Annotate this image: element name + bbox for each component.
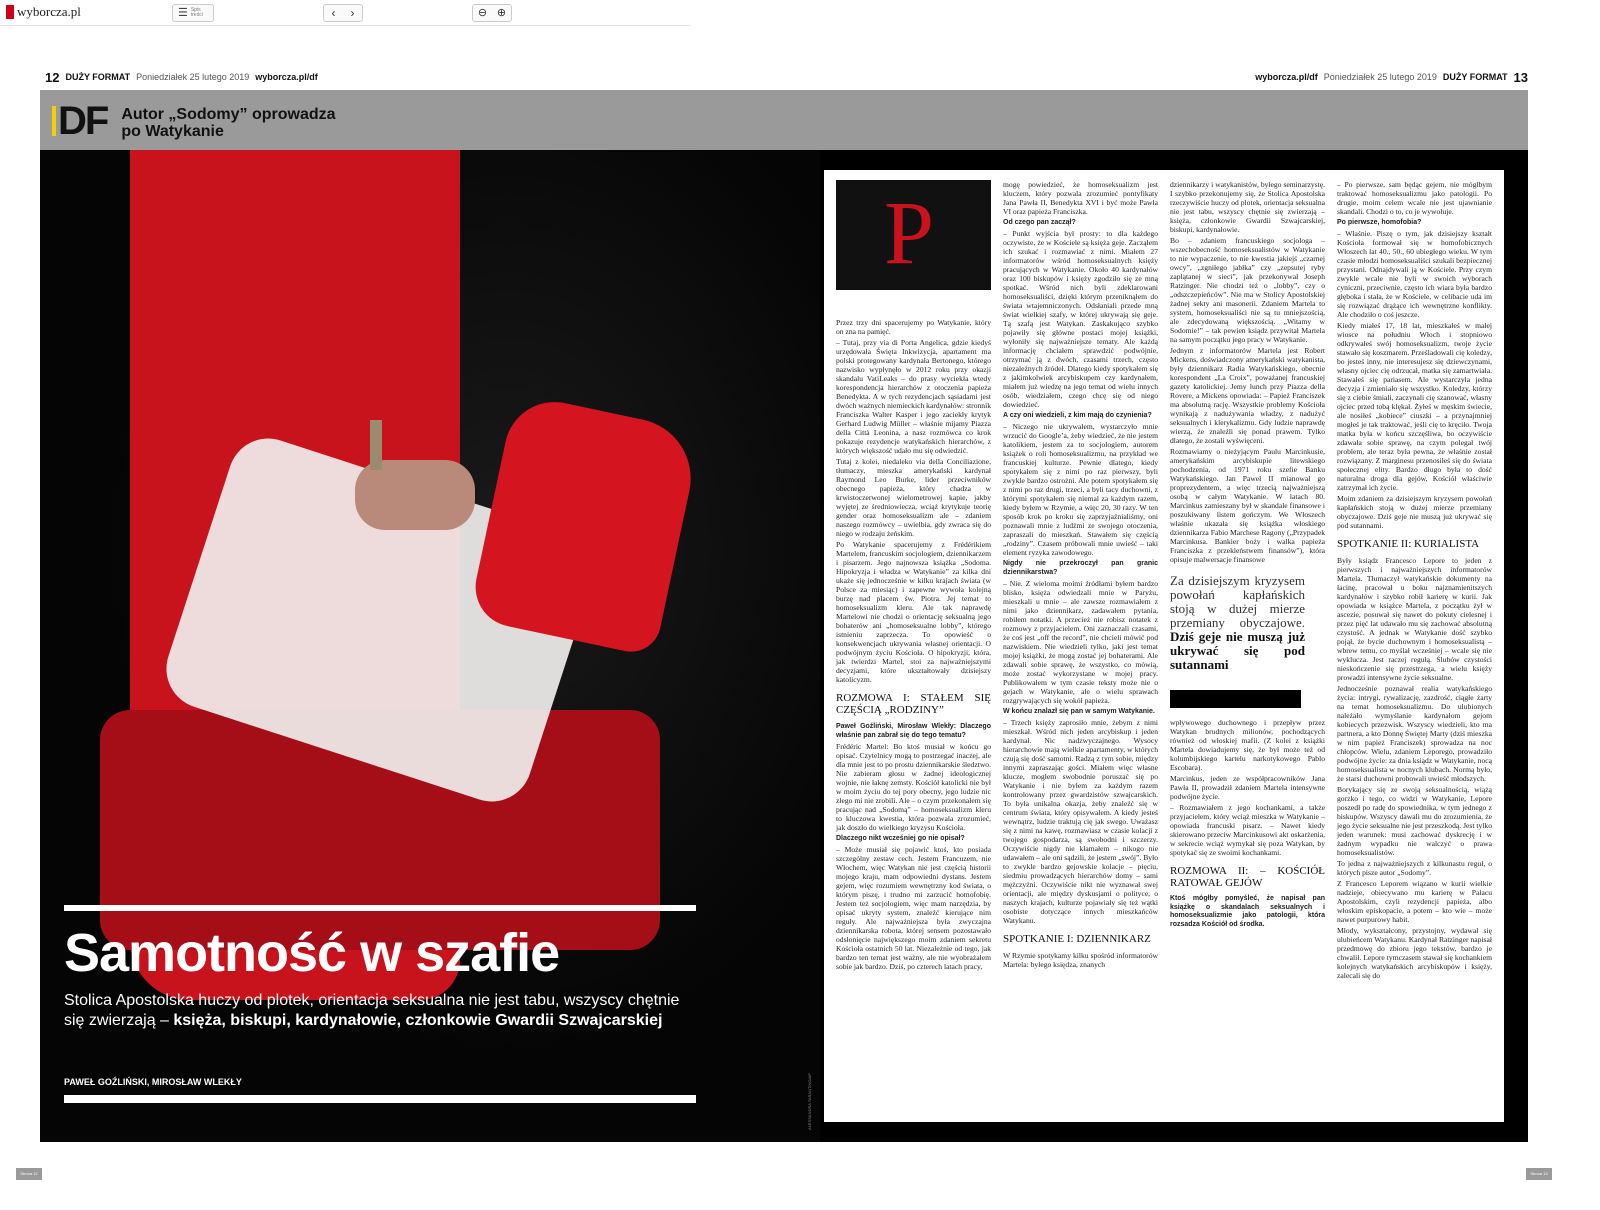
pull-quote-bold: Dziś geje nie muszą już ukrywać się pod sutannami — [1170, 629, 1305, 672]
toc-label: Spis treści — [190, 7, 203, 18]
interview-question: Dlaczego nikt wcześniej go nie opisał? — [836, 835, 965, 842]
photo-credit: ALESSANDRA TARANTINO/AP — [807, 1073, 812, 1130]
logo-text: wyborcza.pl — [17, 4, 81, 19]
section-url: wyborcza.pl/df — [1255, 72, 1318, 82]
paragraph: Marcinkus, jeden ze współpracowników Jana Pawła II, prowadził zdaniem Martela intensywne podwójne życie. — [1170, 774, 1325, 801]
article-kicker: Autor „Sodomy” oprowadza po Watykanie — [121, 106, 336, 140]
zoom-controls — [472, 4, 512, 22]
paragraph: – Po pierwsze, sam będąc gejem, nie mógłbym traktować homoseksualizmu jako patologii. Po drugie, moim celem wcale nie jest ujawnianie skandali. Chodzi o to, co je wywołuje. — [1337, 180, 1492, 216]
section-name: DUŻY FORMAT — [1442, 72, 1508, 82]
wyborcza-logo[interactable] — [6, 4, 81, 20]
paragraph: Frédéric Martel: Bo ktoś musiał w końcu go opisać. Czytelnicy mogą to postrzegać inaczej, ale dla mnie jest to po prostu dziennikarskie śledztwo. Nie zabieram głosu w żadnej ideologicznej wojnie, nie łaknę zemsty. Kościół katolicki nie był w moim życiu do tej pory obecny, jego ludzie nic złego mi nie zrobili. Ale – o czym przekonałem się pracując nad „Sodomą” – homoseksualizm kleru to kluczowa kwestia, która pozwala zrozumieć, jak doszło do wielkiego kryzysu Kościoła. — [836, 742, 991, 832]
left-page-thumbnail[interactable]: Strona 12 — [16, 1168, 42, 1180]
article-headline: Samotność w szafie — [64, 923, 560, 983]
lead-text: Stolica Apostolska huczy od plotek, orientacja seksualna nie jest tabu, wszyscy chętnie się zwierzają – — [64, 992, 680, 1029]
article-byline: PAWEŁ GOŹLIŃSKI, MIROSŁAW WLEKŁY — [64, 1077, 242, 1087]
interview-question: A czy oni wiedzieli, z kim mają do czynienia? — [1003, 412, 1152, 419]
df-logo: DF — [52, 102, 107, 140]
headline-block — [64, 905, 696, 1103]
dropcap-box — [836, 180, 991, 290]
section-heading: SPOTKANIE I: DZIENNIKARZ — [1003, 933, 1151, 945]
previous-page-button[interactable]: ‹ — [331, 6, 336, 20]
paragraph: – Niczego nie ukrywałem, wystarczyło mnie wrzucić do Google’a, żeby wiedzieć, że nie jestem katolikiem, jestem za to socjologiem, autorem książek o roli homoseksualizmu, na przykład we francuskiej kulturze. Pewnie dlatego, kiedy spotykałem się z nimi po raz pierwszy, byli zwykle bardzo ostrożni. Ale potem spotykałem się z nimi po raz drugi, trzeci, a byli tacy duchowni, z którymi spotykałem się niemal za każdym razem, kiedy byłem w Rzymie, a więc 20, 30 razy. W ten sposób krok po kroku się zaprzyjaźnialiśmy, oni poznawali mnie z ludźmi ze swojego otoczenia, zapraszali do mieszkań. Stawałem się częścią „rodziny”. Czasem próbowali mnie uwieść – taki element ryzyka zawodowego. — [1003, 422, 1158, 557]
issue-date: Poniedziałek 25 lutego 2019 — [1323, 72, 1437, 82]
paragraph: Z Francesco Leporem wiązano w kurii wielkie nadzieje, obiecywano mu karierę w Pałacu Apostolskim, czyli rezydencji papieża, albo włoskim episkopacie, a potem – kto wie – może nawet purpurowy habit. — [1337, 879, 1492, 924]
pull-quote-bar — [1170, 690, 1301, 708]
section-heading: ROZMOWA II: – KOŚCIÓŁ RATOWAŁ GEJÓW — [1170, 865, 1325, 889]
lead-bold-text: księża, biskupi, kardynałowie, członkowie Gwardii Szwajcarskiej — [173, 1012, 663, 1029]
page-navigation — [323, 4, 363, 22]
interview-question: Paweł Goźliński, Mirosław Wlekły: Dlaczego właśnie pan zabrał się do tego tematu? — [836, 723, 991, 739]
paragraph: Młody, wykształcony, przystojny, wydawał się ulubieńcem Watykanu. Kardynał Ratzinger napisał przedmowę do zbioru jego tekstów, bardzo je chwalił. Lepore tymczasem stawał się kochankiem kolejnych watykańskich arcybiskupów i księży, zalecali się do — [1337, 926, 1492, 980]
interview-question: Ktoś mógłby pomyśleć, że napisał pan książkę o skandalach seksualnych i homoseksualizmie jako patologii, która rozsadza Kościół od środka. — [1170, 895, 1325, 928]
zoom-in-button[interactable]: ⊕ — [496, 7, 507, 19]
bottom-rule — [64, 1095, 696, 1103]
pectoral-cross — [370, 420, 382, 470]
paragraph: Po Watykanie spacerujemy z Frédérikiem Martelem, francuskim socjologiem, dziennikarzem i pisarzem. Jego najnowsza książka „Sodoma. Hipokryzja i władza w Watykanie” za kilka dni ukaże się jednocześnie w kilku krajach świata (w Polsce za miesiąc) i zapewne wywoła kolejną burzę nad placem św. Piotra. Jej temat to homoseksualizm kleru. Ale tak naprawdę Martelowi nie chodzi o orientację seksualną jego bohaterów ani „homoseksualne lobby”, którego istnieniu zaprzecza. To opowieść o konsekwencjach ukrywania własnej orientacji. O podwójnym życiu Kościoła. O hipokryzji, która, jak twierdzi Martel, stoi za najważniejszymi decyzjami, które ukształtowały dzisiejszy katolicyzm. — [836, 540, 991, 684]
zoom-out-button[interactable]: ⊖ — [477, 7, 488, 19]
paragraph: – Właśnie. Piszę o tym, jak dzisiejszy kształt Kościoła formował się w homofobicznych Włoszech lat 40., 50., 60 ubiegłego wieku. W tym czasie młodzi homoseksualiści szukali bezpiecznej przystani. Odnajdywali ją w Kościele. Przy czym zwykle wcale nie byli w swoich wyborach cyniczni, przeciwnie, często ich wiara była bardzo głęboka i stała, że w Kościele, w celibacie uda im się rozwiązać drążące ich wewnętrzne konflikty. Ale chodziło o coś jeszcze. — [1337, 229, 1492, 319]
section-name: DUŻY FORMAT — [65, 72, 131, 82]
text-column-1 — [836, 180, 991, 973]
pull-quote — [1170, 574, 1305, 672]
paragraph: To jedna z najważniejszych z kilkunastu reguł, o których pisze autor „Sodomy”. — [1337, 859, 1492, 877]
paragraph: mogę powiedzieć, że homoseksualizm jest kluczem, który pozwala zrozumieć pontyfikaty Jana Pawła II, Benedykta XVI i być może Pawła VI oraz papieża Franciszka. — [1003, 180, 1158, 216]
page-number: 13 — [1513, 69, 1528, 85]
issue-date: Poniedziałek 25 lutego 2019 — [136, 72, 250, 82]
biretta-hat — [468, 393, 702, 657]
paragraph: Moim zdaniem za dzisiejszym kryzysem powołań kapłańskich stoją w dużej mierze przemiany obyczajowe. Dziś geje nie muszą już ukrywać się pod sutannami. — [1337, 494, 1492, 530]
paragraph: – Może musiał się pojawić ktoś, kto posiada szczególny zestaw cech. Jestem Francuzem, nie Włochem, więc Watykan nie jest częścią historii mojego kraju, mam odpowiedni dystans. Jestem gejem, więc rozumiem wewnętrzny kod świata, o którym piszę, i trudno mi zarzucić homofobię. Jestem też socjologiem, więc mam narzędzia, by opisać ukryty system, znaleźć kierujące nim reguły. Ale najważniejsza była zwyczajna dziennikarska robota, której sensem pozostawało odsłonięcie największego moim zdaniem sekretu Kościoła ostatnich 50 lat. Niezależnie od tego, jak bardzo ten temat jest ważny, ale nie wyobrażałem sobie jak bardzo. Dziś, po czterech latach pracy, — [836, 845, 991, 971]
paragraph: – Punkt wyjścia był prosty: to dla każdego oczywiste, że w Kościele są księża geje. Zacząłem ich szukać i rozmawiać z nimi. Miałem 27 informatorów wśród homoseksualnych księży pracujących w Watykanie. Około 40 kardynałów oraz 100 biskupów i księży zgodziło się ze mną spotkać. Wśród nich byli zdeklarowani homoseksualiści, dzięki którym przeniknąłem do świata wtajemniczonych. Odsłaniali przede mną świat wielkiej szafy, w której ukrywają się geje. Tą szafą jest Watykan. Zaskakująco szybko pojawiły się główne postaci mojej książki, wyłoniły się najważniejsze tematy. Ale każdą informację chciałem sprawdzić podwójnie, otrzymać ją z dwóch, czasami trzech, często niezależnych źródeł. Dlatego kiedy spotykałem się z jakimkolwiek arcybiskupem czy kardynałem, miałem już wiedzę na jego temat od wielu innych osób, wiedziałem, czego chcę się od niego dowiedzieć. — [1003, 229, 1158, 409]
article-text-page — [824, 170, 1504, 1122]
interview-question: Nigdy nie przekroczył pan granic dziennikarstwa? — [1003, 560, 1158, 576]
paragraph: – Tutaj, przy via di Porta Angelica, gdzie kiedyś urzędowała Święta Inkwizycja, apartament ma polski protegowany kardynała Bertonego, którego nazwisko wypłynęło w 2012 roku przy okazji skandalu VatiLeaks – do prasy wyciekła wtedy korespondencja hierarchów z otoczenia papieża Benedykta. A w tych rezydencjach sąsiadami jest dwóch ważnych niemieckich kardynałów: stronnik Franciszka Walter Kasper i jego zaciekły krytyk Gerhard Ludwig Müller – właśnie mijamy Piazza della Città Leonina, a nasz rozmówca co krok pokazuje rezydencje watykańskich hierarchów, z których większość udało mu się odwiedzić. — [836, 338, 991, 455]
paragraph: Jednocześnie poznawał realia watykańskiego życia: intrygi, rywalizację, zazdrość, ciągłe żarty na temat homoseksualizmu. Do ulubionych należało wymyślanie kardynałom gejom kobiecych przezwisk. Wszyscy wiedzieli, kto ma partnera, a kto Donnę Świętej Marty (dziś mieszka w nim papież Franciszek) sprowadza na noc chłopców. Wielu, zdaniem Leporego, prowadziło podwójne życie: za dnia ksiądz w Watykanie, nocą homoseksualista w nocnych klubach. Normą było, że starsi duchowni probowali uwieść młodszych. — [1337, 684, 1492, 783]
viewer-toolbar — [0, 0, 690, 26]
interview-question: Po pierwsze, homofobia? — [1337, 219, 1422, 226]
section-heading: SPOTKANIE II: KURIALISTA — [1337, 538, 1480, 550]
paragraph: Rozmawiamy o nieżyjącym Paulu Marcinkusie, amerykańskim arcybiskupie litewskiego pochodzenia, od 1971 roku szefie Banku Watykańskiego. Jan Paweł II mianował go proprezydentem, a więc trzecią najważniejszą osobą w całym Watykanie. W latach 80. Marcinkus zamieszany był w skandale finansowe i poszukiwany listem gończym. We Włoszech właśnie ukazała się książka włoskiego dziennikarza Fabio Marchese Ragony („Przypadek Marcinkusa. Bankier boży i walka papieża Franciszka z przekleństwem finansów”), która opisuje malwersacje finansowe — [1170, 447, 1325, 564]
interview-question: W końcu znalazł się pan w samym Watykanie. — [1003, 708, 1155, 715]
section-heading: ROZMOWA I: STAŁEM SIĘ CZĘŚCIĄ „RODZINY” — [836, 692, 991, 716]
paragraph: Przez trzy dni spacerujemy po Watykanie, który on zna na pamięć. — [836, 318, 991, 336]
logo-mark-icon — [6, 5, 14, 19]
text-column-3 — [1170, 180, 1325, 931]
paragraph: Bo – zdaniem francuskiego socjologa – wszechobecność homoseksualistów w Watykanie to nie wypaczenie, to nie kwestia jakiejś „czarnej owcy”, „zgniłego jabłka” czy „zepsutej ryby zaplątanej w sieci”, jak przekonywał Joseph Ratzinger. Nie chodzi też o „lobby”, czy o „odszczepieńców”. Nie ma w Stolicy Apostolskiej żadnej sekty ani masonerii. Zdaniem Martela to system, homoseksualiści nie są tu mniejszością, ale zdecydowaną większością. „Witamy w Sodomie!” – tak pewien ksiądz przywitał Martela na samym początku jego pracy w Watykanie. — [1170, 236, 1325, 344]
hand — [355, 460, 475, 530]
interview-question: Od czego pan zaczął? — [1003, 219, 1076, 226]
hamburger-icon: ☰ — [178, 7, 188, 19]
text-column-2 — [1003, 180, 1158, 971]
paragraph: dziennikarzy i watykanistów, byłego seminarzystę. I szybko przekonujemy się, że Stolica Apostolska rzeczywiście huczy od plotek, orientacja seksualna nie jest tabu, wszyscy chętnie się zwierzają – księża, członkowie Gwardii Szwajcarskiej, biskupi, kardynałowie. — [1170, 180, 1325, 234]
dropcap-letter: P — [884, 184, 935, 283]
pull-quote-text: Za dzisiejszym kryzysem powołań kapłańskich stoją w dużej mierze przemiany obyczajowe. — [1170, 573, 1305, 630]
paragraph: Tutaj z kolei, niedaleko via della Conciliazione, tłumaczy, mieszka amerykański kardynał Raymond Leo Burke, lider przeciwników obecnego papieża, który chadza w krwistoczerwonej wielometrowej kapie, jakby wyjętej ze średniowiecza, wciąż krytykuje teorię gender oraz homoseksualizm ale – zdaniem naszego rozmówcy – uwielbia, gdy zwraca się do niego w rodzaju żeńskim. — [836, 457, 991, 538]
right-page-thumbnail[interactable]: Strona 13 — [1526, 1168, 1552, 1180]
newspaper-spread — [40, 90, 1528, 1142]
paragraph: Jednym z informatorów Martela jest Robert Mickens, doświadczony amerykański watykanista, były dziennikarz Radia Watykańskiego, obecnie korespondent „La Croix”, poważanej francuskiej gazety katolickiej. Jemy lunch przy Piazza della Rovere, a Mickens opowiada: – Papież Franciszek ma absolutną rację. Wszystkie problemy Kościoła wynikają z nadużywania władzy, z nadużyć seksualnych i klerykalizmu. Gdy ludzie naprawdę wierzą, że znaleźli się ponad prawem. Tylko dlatego, że zostali wyświęceni. — [1170, 346, 1325, 445]
headline-rule — [64, 905, 696, 911]
text-column-4 — [1337, 180, 1492, 982]
page-number: 12 — [45, 69, 60, 85]
paragraph: Były ksiądz Francesco Lepore to jeden z pierwszych i najważniejszych informatorów Martela. Tłumaczył watykańskie dokumenty na łacinę, pracował u boku najznamienitszych kardynałów i szybko robił karierę w kurii. Jak opowiada w książce Martela, z początku żył w ascezie, posuwał się nawet do pokuty cielesnej i przez pięć lat udawało mu się zachować absolutną czystość. A jednak w Watykanie dość szybko pojął, że bycie duchownym i homoseksualistą – wbrew temu, co myślał wcześniej – wcale się nie wyklucza. Jest raczej regułą. Ślubów czystości nieskończenie się przestrzega, a wielu księży prowadzi intensywne życie seksualne. — [1337, 556, 1492, 682]
paragraph: – Nie. Z wieloma moimi źródłami byłem bardzo blisko, księża odwiedzali mnie w Paryżu, mieszkali u mnie – ale zawsze rozmawiałem z nimi jako dziennikarz, zadawałem pytania, robiłem notatki. A przecież nie robisz notatek z rozmowy z przyjacielem. Oni zaznaczali czasami, że coś jest „off the record”, nie chcieli mówić pod nazwiskiem. Nie wiedzieli tylko, jaki jest temat mojej książki, że mogą zostać jej bohaterami. Ale zdawali sobie sprawę, że wszystko, co mówią, może zostać wykorzystane w mojej pracy. Publikowałem w tym czasie teksty może nie o gejach w Watykanie, ale o wielu sprawach rozgrywających się wokół papieża. — [1003, 579, 1158, 705]
paragraph: – Rozmawiałem z jego kochankami, a także przyjacielem, który wciąż mieszka w Watykanie – opowiada francuski pisarz. – Nawet kiedy skierowano przeciw Marcinkusowi akt oskarżenia, w sekrecie wciąż wymykał się poza Watykan, by spotykać się ze swoimi kochankami. — [1170, 803, 1325, 857]
right-page-header — [1255, 70, 1528, 84]
section-url: wyborcza.pl/df — [255, 72, 318, 82]
left-page-header — [45, 70, 318, 84]
paragraph: wpływowego duchownego i przepływ przez Watykan brudnych milionów, pochodzących również od włoskiej mafii. (Z kolei z książki Martela dowiadujemy się, że był może też od kolumbijskiego kartelu narkotykowego Pablo Escobara). — [1170, 718, 1325, 772]
paragraph: – Trzech księży zaprosiło mnie, żebym z nimi mieszkał. Wśród nich jeden arcybiskup i jeden kardynał. Nic nadzwyczajnego. Wysocy hierarchowie mają wielkie apartamenty, w których czują się dość samotni. Radzą z tym sobie, między innymi zapraszając gości. Miałem więc własne klucze, mogłem swobodnie poruszać się po Watykanie i nie byłem za każdym razem kontrolowany przez gwardzistów szwajcarskich. To była unikalna okazja, żeby znaleźć się w centrum świata, który opisywałem. A kiedy jesteś wewnątrz, ludzie traktują cię jak swego. Uważasz się z nimi na kawę, rozmawiasz w czasie kolacji z twojego gospodarza, są swobodni i szczerzy. Oczywiście nigdy nie kłamałem – nikogo nie udawałem – ale oni sądzili, że jestem „swój”. Było to zwykle bardzo gejowskie kolacje – pięciu, siedmiu prowadzących hierarchów domy – sami mężczyźni. Oczywiście nikt nie wyznawał swej orientacji, ale między dyskusjami o polityce, o naszych krajach, kulturze pojawiały się też wątki osobiste dotyczące innych mieszkańców Watykanu. — [1003, 718, 1158, 925]
paragraph: W Rzymie spotykamy kilku spośród informatorów Martela: byłego księdza, znanych — [1003, 951, 1158, 969]
next-page-button[interactable]: › — [350, 6, 355, 20]
paragraph: Kiedy miałeś 17, 18 lat, mieszkałeś w małej wiosce na południu Włoch i stopniowo odkrywałeś swój homoseksualizm, twoje życie stawało się koszmarem. Prześladowali cię koledzy, bo jesteś inny, nie interesujesz się dziewczynami, własny ojciec cię odrzucał, matka się zamartwiała. Stawałeś się pariasem. Ale wystarczyła jedna decyzja i zmieniało się wszystko. Koledzy, którzy się z ciebie śmiali, zaczynali cię szanować, własny ojciec przed tobą klękał. Żyłeś w męskim świecie, ale nosiłeś „kobiece” ciuszki – a przynajmniej mogłeś je tak traktować, jeśli cię to kręciło. Twoja matka była w końcu szczęśliwa, bo oczywiście zdawała sobie sprawę, na czym polegał twój problem, ale teraz była pewna, że właśnie został rozwiązany. Z marginesu przenosiłeś się do świata społecznej elity. Bardzo długo była to dość naturalna droga dla gejów, Kościół właściwie zatrzymał ich życie. — [1337, 321, 1492, 492]
df-masthead — [52, 99, 351, 143]
paragraph: Borykający się ze swoją seksualnością, wiążą gorzko i tego, co widzi w Watykanie, Lepore poszedł po radę do spowiednika, w tym jednego z biskupów. Wszyscy dawali mu do zrozumienia, że jego życie seksualne nie jest przeszkodą. Jest tylko jeden warunek: musi zachować dyskrecję i w żadnym wypadku nie walczyć o prawa homoseksualistów. — [1337, 785, 1492, 857]
article-lead — [64, 991, 696, 1031]
table-of-contents-button[interactable] — [172, 4, 214, 22]
